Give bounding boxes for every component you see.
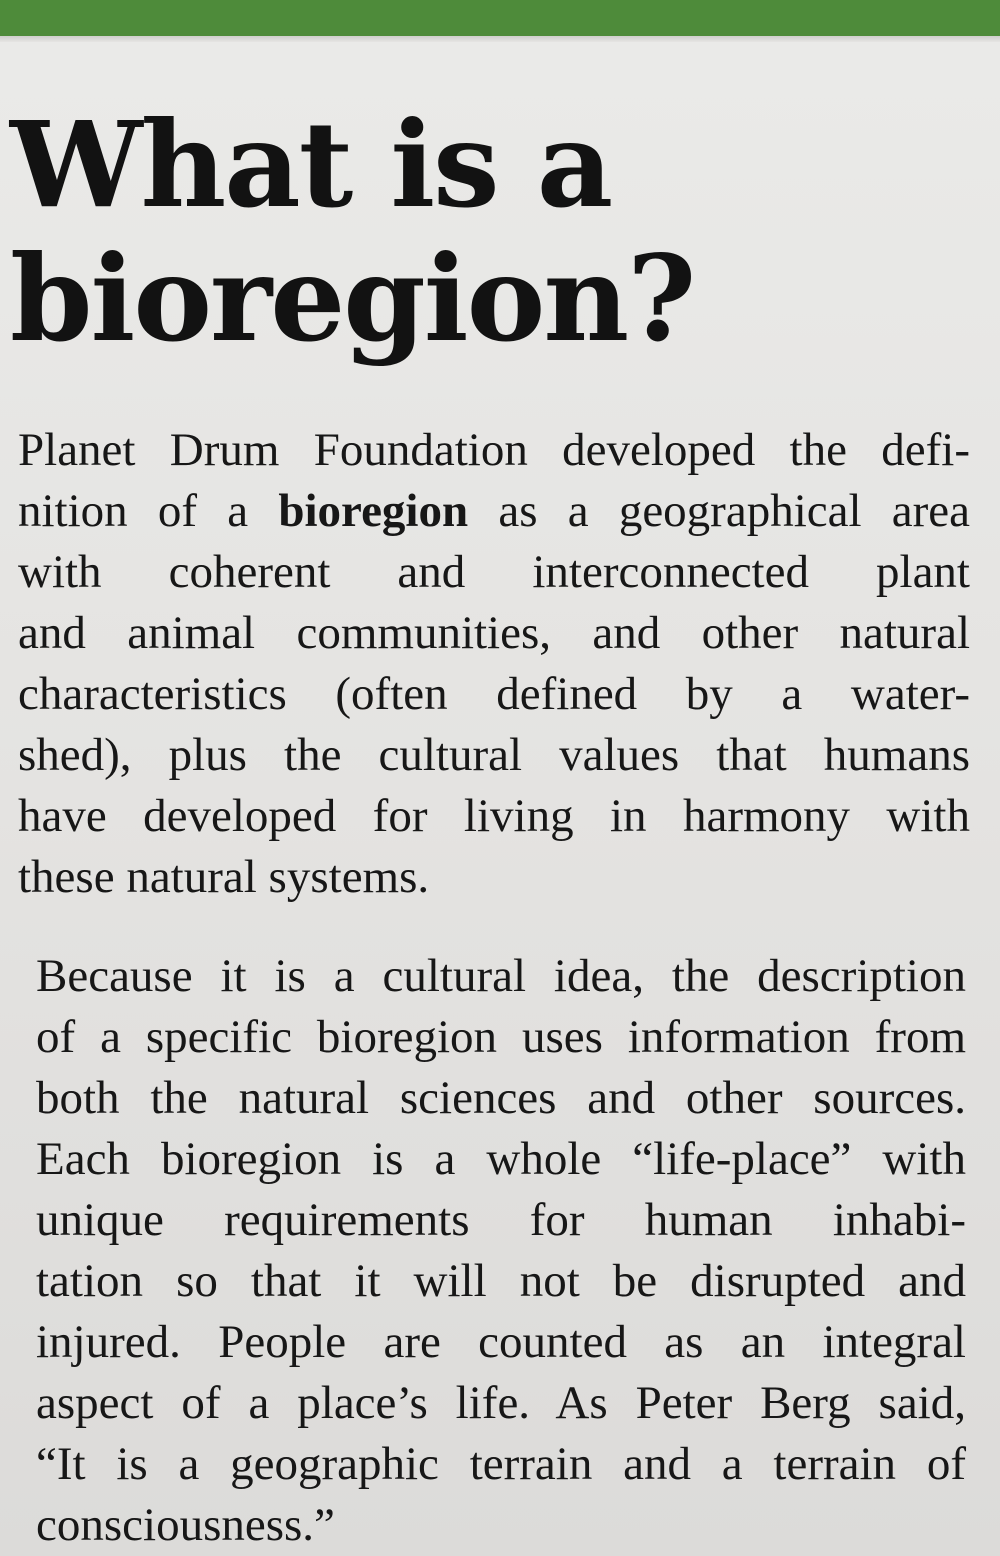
paragraph-line: injured. People are counted as an integral (36, 1316, 966, 1368)
paragraph-line: “It is a geographic terrain and a terrain of (36, 1438, 966, 1490)
paragraph-line: Planet Drum Foundation developed the defi- (18, 424, 970, 476)
paragraph-line: Each bioregion is a whole “life-place” with (36, 1133, 966, 1185)
title-line-1: What is a (10, 95, 612, 234)
paragraph-line: unique requirements for human inhabi- (36, 1194, 966, 1246)
paragraph-line: these natural systems. (18, 851, 430, 903)
paragraph-line: characteristics (often defined by a water- (18, 668, 970, 720)
paragraph-line: have developed for living in harmony with (18, 790, 970, 842)
top-green-band (0, 0, 1000, 36)
paragraph-line: of a specific bioregion uses information from (36, 1011, 966, 1063)
paragraph-line: both the natural sciences and other sources. (36, 1072, 966, 1124)
paragraph-line: Because it is a cultural idea, the description (36, 950, 966, 1002)
paragraph-line: consciousness.” (36, 1499, 335, 1551)
bioregion-bold-term: bioregion (278, 485, 469, 537)
page-title (10, 95, 990, 368)
paragraph-definition (18, 420, 970, 908)
paragraph-line: with coherent and interconnected plant (18, 546, 970, 598)
paragraph-line: shed), plus the cultural values that humans (18, 729, 970, 781)
paragraph-text: nition of a (18, 485, 279, 537)
paragraph-line: and animal communities, and other natural (18, 607, 970, 659)
paragraph-line: tation so that it will not be disrupted and (36, 1255, 966, 1307)
paragraph-text: as a geographical area (468, 485, 970, 537)
paragraph-line: aspect of a place’s life. As Peter Berg said, (36, 1377, 966, 1429)
paragraph-line (18, 481, 970, 542)
paragraph-cultural-idea (36, 946, 966, 1556)
title-line-2: bioregion? (10, 229, 695, 368)
